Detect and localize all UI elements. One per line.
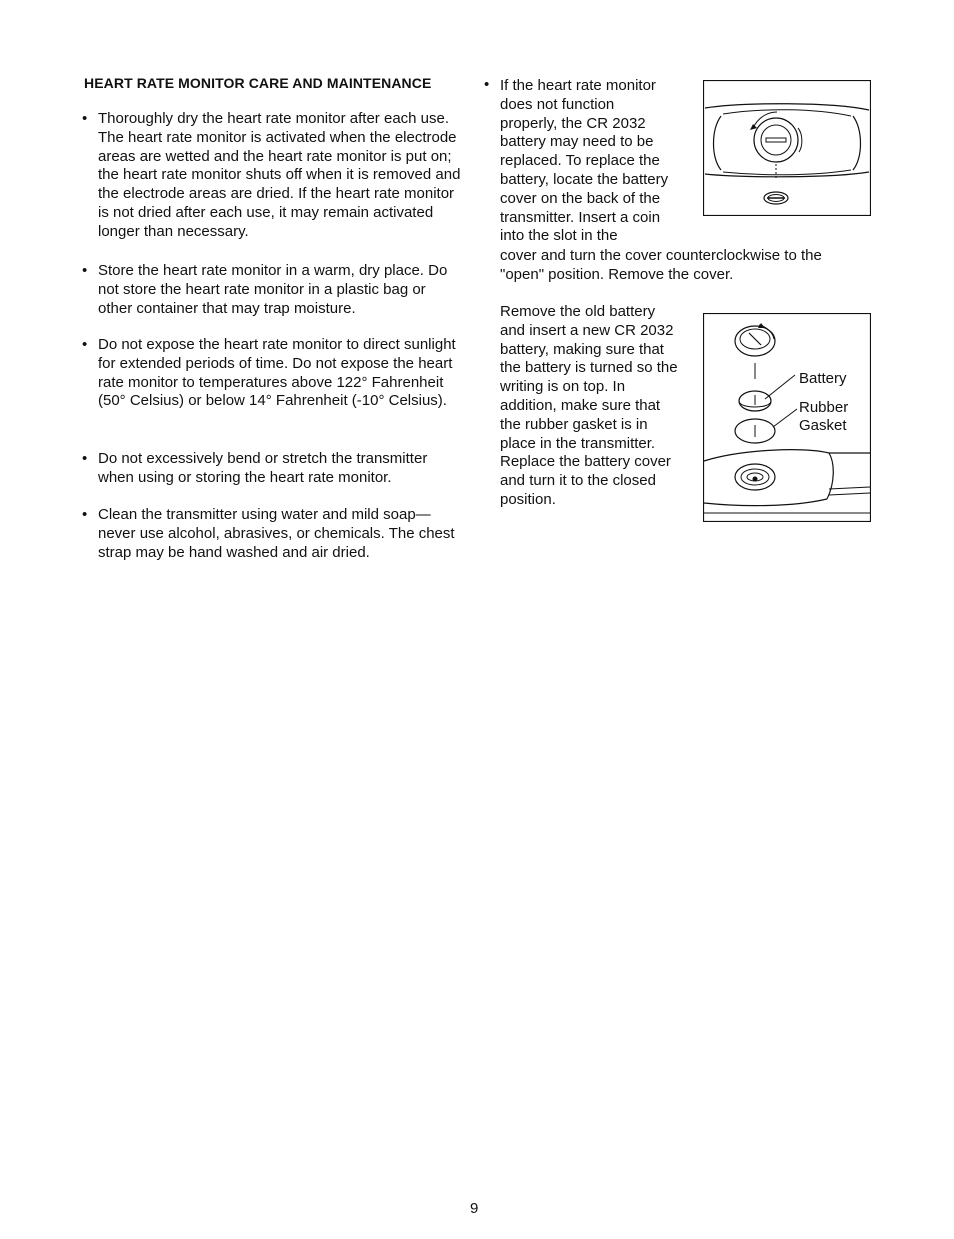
page-number: 9	[470, 1200, 479, 1217]
figure-label-rubber: Rubber	[799, 399, 849, 416]
bullet-dot: •	[82, 262, 88, 279]
bullet-item-storage	[82, 262, 464, 318]
bullet-dot: •	[82, 506, 88, 523]
bullet-dot: •	[484, 76, 490, 93]
bullet-dot: •	[82, 336, 88, 353]
battery-replace-text-continued: cover and turn the cover counterclockwise to the "open" position. Remove the cover.	[500, 247, 822, 283]
figure-label-battery: Battery	[799, 370, 847, 387]
figure-label-gasket: Gasket	[799, 417, 847, 434]
bullet-item-cleaning	[82, 506, 464, 562]
bullet-text: Store the heart rate monitor in a warm, dry place. Do not store the heart rate monitor in a plastic bag or other container that may trap moisture.	[98, 262, 448, 317]
bullet-item-bending	[82, 450, 464, 488]
bullet-text: Do not expose the heart rate monitor to direct sunlight for extended periods of time. Do not expose the heart rate monitor to temperatures above 122° Fahrenheit (50° Celsius) or below 14° Fahrenheit (-10° Celsius).	[98, 336, 456, 410]
bullet-text: Thoroughly dry the heart rate monitor after each use. The heart rate monitor is activated when the electrode areas are wetted and the heart rate monitor is put on; the heart rate monitor shuts off when it is removed and the electrode areas are dried. If the heart rate monitor is not dried after each use, it may remain activated longer than necessary.	[98, 110, 461, 240]
bullet-item-sunlight	[82, 336, 464, 411]
battery-replace-text: If the heart rate monitor does not function properly, the CR 2032 battery may need to be replaced. To replace the battery, locate the battery cover on the back of the transmitter. Insert a coin into the slot in the	[500, 77, 669, 245]
bullet-text: Do not excessively bend or stretch the transmitter when using or storing the heart rate monitor.	[98, 450, 428, 486]
bullet-dot: •	[82, 110, 88, 127]
bullet-item-drying	[82, 110, 464, 242]
battery-install-text: Remove the old battery and insert a new CR 2032 battery, making sure that the battery is turned so the writing is on top. In addition, make sure that the rubber gasket is in place in the transmitter. Replace the battery cover and turn it to the closed position.	[500, 303, 678, 508]
transmitter-back-illustration	[703, 80, 871, 216]
bullet-text: Clean the transmitter using water and mild soap—never use alcohol, abrasives, or chemicals. The chest strap may be hand washed and air dried.	[98, 506, 455, 561]
bullet-dot: •	[82, 450, 88, 467]
section-heading: HEART RATE MONITOR CARE AND MAINTENANCE	[84, 75, 432, 91]
